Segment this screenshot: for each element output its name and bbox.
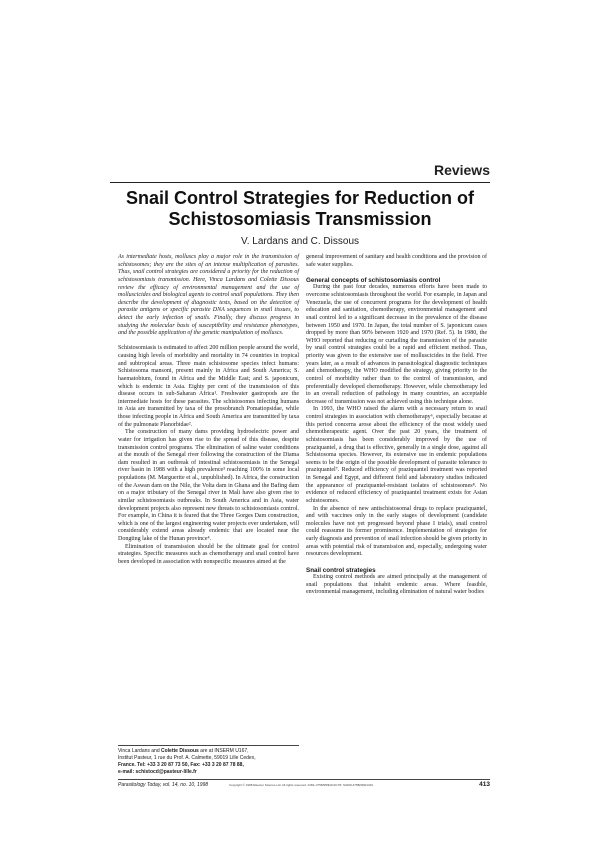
right-column <box>306 254 487 597</box>
affiliation-contact: France. Tel: +33 3 20 87 73 50, Fax: +33 3 20 87 78 88, <box>118 762 244 768</box>
body-paragraph: general improvement of sanitary and health conditions and the provision of safe water supplies. <box>306 254 487 268</box>
page-number: 413 <box>479 781 490 788</box>
author-affiliation <box>118 748 308 776</box>
section-divider <box>110 182 490 183</box>
left-column <box>118 254 299 567</box>
section-label: Reviews <box>433 162 490 178</box>
article-title <box>110 188 490 230</box>
footer-divider <box>118 779 490 780</box>
affiliation-line <box>118 748 308 755</box>
body-paragraph: Elimination of transmission should be the ultimate goal for control strategies. Specific measures such as chemotherapy and snail control have been developed in association with nonspecific measures aimed at the <box>118 543 299 565</box>
affiliation-author-bold: Colette Dissous <box>161 748 199 754</box>
section-heading: General concepts of schistosomiasis control <box>306 276 441 284</box>
affiliation-email: e-mail: schistocd@pasteur-lille.fr <box>118 769 197 775</box>
body-paragraph: During the past four decades, numerous efforts have been made to overcome schistosomiasis throughout the world. For example, in Japan and Venezuela, the use of concurrent programs for the development of health education and sanitation, chemotherapy, environmental management and snail control led to a significant decrease in the prevalence of the disease between 1950 and 1970. In Japan, the total number of S. japonicum cases dropped by more than 90% between 1920 and 1970 (Ref. 5). In 1980, the WHO reported that reducing or curtailing the transmission of the parasite by snail control strategies could be a rapid and efficient method. Thus, priority was given to the extensive use of molluscicides in the field. Five years later, as a result of advances in parasitological diagnostic techniques and chemotherapy, the WHO modified the strategy, giving priority to the control of morbidity rather than to the control of transmission, and preferentially developed chemotherapy. However, while chemotherapy led to an overall reduction of pathology in many countries, an acceptable decrease of transmission was not achieved using this technique alone. <box>306 284 487 405</box>
copyright-notice: Copyright © 1998 Elsevier Science Ltd. All rights reserved. 0169–4758/98/$19.00 PII: S0169-4758(98)01319 <box>229 783 373 787</box>
body-paragraph: Schistosomiasis is estimated to affect 200 million people around the world, causing high levels of morbidity and mortality in 74 countries in tropical and subtropical areas. Three main schistosome species infect humans: Schistosoma mansoni, present mainly in Africa and South America; S. haematobium, found in Africa and the Middle East; and S. japonicum, which is endemic in Asia. Eighty per cent of the transmission of this disease occurs in sub-Saharan Africa¹. Freshwater gastropods are the intermediate hosts for these parasites. The schistosomes infecting humans in Asia are transmitted by taxa of the prosobranch Pomatiopsidae, while those infecting people in Africa and South America are transmitted by taxa of the pulmonate Planorbidae². <box>118 345 299 428</box>
abstract: As intermediate hosts, molluscs play a major role in the transmission of schistosomes; they are the sites of an intense multiplication of parasites. Thus, snail control strategies are considered a priority for the reduction of schistosomiasis transmission. Here, Vinca Lardans and Colette Dissous review the efficacy of environmental management and the use of molluscicides and biological agents to control snail populations. They then describe the development of diagnostic tests, based on the detection of parasite antigens or specific parasite DNA sequences in snail tissues, to detect the early infection of snails. Finally, they discuss progress in studying the molecular basis of susceptibility and resistance phenotypes, and the possible application of the genetic manipulation of molluscs. <box>118 254 299 337</box>
affiliation-text: Vinca Lardans and <box>118 748 161 754</box>
affiliation-line: Institut Pasteur, 1 rue du Prof. A. Calmette, 59019 Lille Cedex, <box>118 755 256 761</box>
page-footer <box>118 782 490 791</box>
affiliation-divider <box>118 745 299 746</box>
journal-citation: Parasitology Today, vol. 14, no. 10, 1998 <box>118 782 209 788</box>
body-paragraph: The construction of many dams providing hydroelectric power and water for irrigation has given rise to the spread of this disease, despite transmission control programs. The elimination of saline water conditions at the mouth of the Senegal river following the construction of the Diama dam resulted in an outbreak of intestinal schistosomiasis in the Senegal river basin in 1988 with a high prevalence³ reaching 100% in some local populations (M. Marguerite et al., unpublished). In Africa, the construction of the Aswan dam on the Nile, the Volta dam in Ghana and the Bafing dam on a major tributary of the Senegal river in Mali have also given rise to similar schistosomiasis outbreaks. In South America and in Asia, water development projects also represent new threats to schistosomiasis control. For example, in China it is feared that the Three Gorges Dam construction, which is one of the largest engineering water projects ever undertaken, will considerably extend areas already endemic that are located near the Dongting lake of the Hunan province⁴. <box>118 429 299 543</box>
article-authors: V. Lardans and C. Dissous <box>240 236 360 247</box>
body-paragraph: In the absence of new antischistosomal drugs to replace praziquantel, and with vaccines only in the early stages of development (candidate molecules have not yet progressed beyond phase I trials), snail control could reassume its former prominence. Implementation of strategies for early diagnosis and prevention of snail infection should be given priority in areas with potential risk of transmission and, especially, undergoing water resources development. <box>306 505 487 558</box>
title-line-1: Snail Control Strategies for Reduction of <box>125 188 475 208</box>
title-line-2: Schistosomiasis Transmission <box>168 209 432 229</box>
body-paragraph: In 1993, the WHO raised the alarm with a necessary return to snail control strategies in association with chemotherapy⁶, especially because at this period concerns arose about the efficiency of the most widely used chemotherapeutic agent. Over the past 20 years, the treatment of schistosomiasis has been considerably improved by the use of praziquantel, a drug that is effective, generally in a single dose, against all Schistosoma species. However, its extensive use in endemic populations seems to be the origin of the possible development of parasite tolerance to praziquantel⁷. Reduced efficiency of praziquantel treatment was reported in Senegal and Egypt, and different field and laboratory studies indicated the appearance of praziquantel-resistant isolates of schistosomes⁸. No evidence of reduced efficiency of praziquantel treatment exists for Asian schistosomes. <box>306 406 487 504</box>
section-heading: Snail control strategies <box>306 566 376 574</box>
affiliation-text: are at INSERM U167, <box>198 748 249 754</box>
body-paragraph: Existing control methods are aimed principally at the management of snail populations that inhabit endemic areas. Where feasible, environmental management, including elimination of natural water bodies <box>306 574 487 596</box>
